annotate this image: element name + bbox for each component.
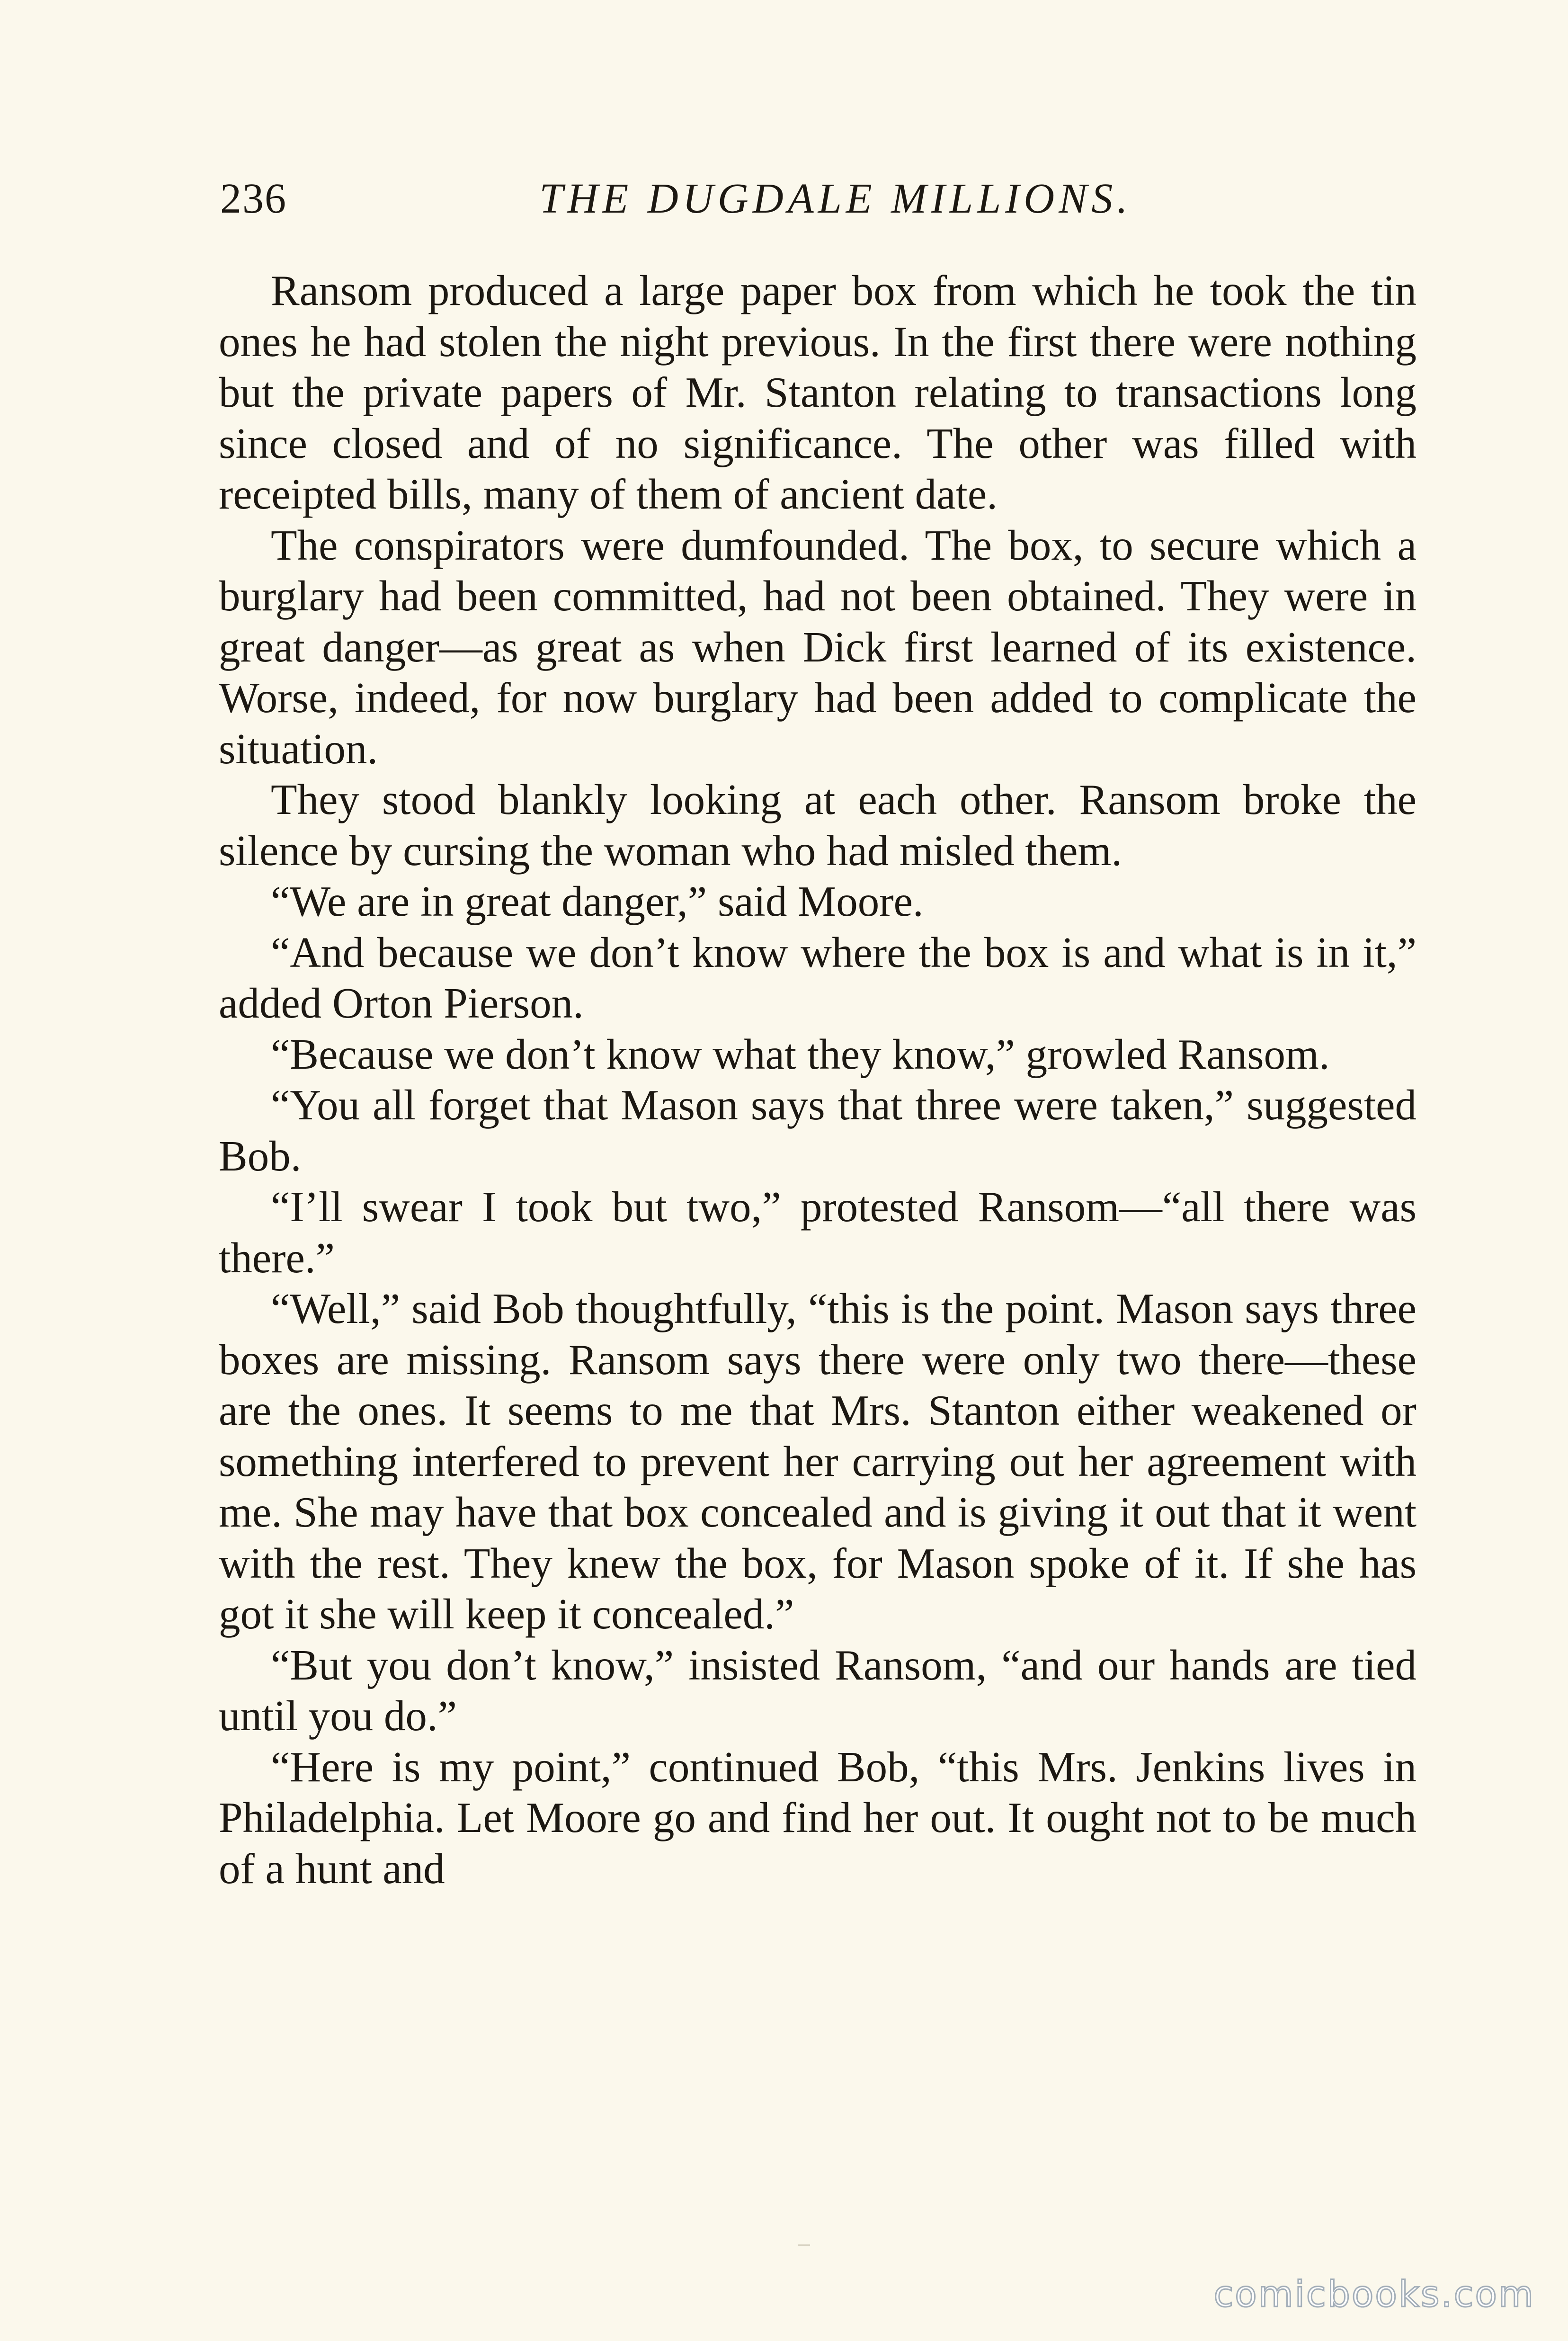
paragraph: They stood blankly looking at each other. Ransom broke the silence by cursing the woman who had misled them. [219, 776, 1417, 875]
paragraph: “Here is my point,” continued Bob, “this Mrs. Jenkins lives in Philadelphia. Let Moore go and find her out. It ought not to be much of a hunt and [219, 1742, 1417, 1893]
site-watermark: comicbooks.com [1213, 2273, 1535, 2315]
paragraph: “But you don’t know,” insisted Ransom, “and our hands are tied until you do.” [219, 1641, 1417, 1740]
paragraph: “You all forget that Mason says that three were taken,” suggested Bob. [219, 1081, 1417, 1180]
paragraph: “Well,” said Bob thoughtfully, “this is the point. Mason says three boxes are missing. Ransom says there were only two there—these are the ones. It seems to me that Mrs. Stanton either weakened or something interfered to prevent her carrying out her agreement with me. She may have that box concealed and is giving it out that it went with the rest. They knew the box, for Mason spoke of it. If she has got it she will keep it concealed.” [219, 1285, 1417, 1638]
page-header [220, 168, 1418, 230]
body-text [219, 265, 1417, 1894]
paragraph: “Because we don’t know what they know,” growled Ransom. [271, 1030, 1330, 1078]
running-title: THE DUGDALE MILLIONS. [539, 175, 1132, 222]
page-number: 236 [220, 175, 287, 222]
paragraph: “We are in great danger,” said Moore. [271, 877, 924, 925]
paragraph: The conspirators were dumfounded. The box, to secure which a burglary had been committed, had not been obtained. They were in great danger—as great as when Dick first learned of its existence. Worse, indeed, for now burglary had been added to complicate the situation. [219, 521, 1417, 773]
paragraph: “And because we don’t know where the box is and what is in it,” added Orton Pierson. [219, 928, 1417, 1027]
page-smudge [798, 2244, 810, 2246]
paragraph: Ransom produced a large paper box from which he took the tin ones he had stolen the night previous. In the first there were nothing but the private papers of Mr. Stanton relating to transactions long since closed and of no significance. The other was filled with receipted bills, many of them of ancient date. [219, 267, 1417, 518]
paragraph: “I’ll swear I took but two,” protested Ransom—“all there was there.” [219, 1183, 1417, 1282]
